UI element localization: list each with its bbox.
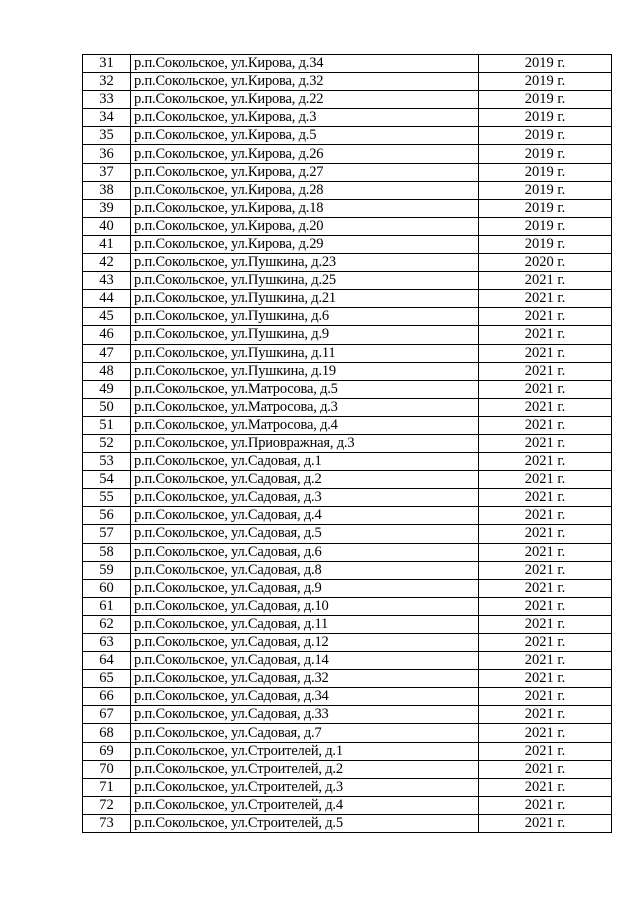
year-cell: 2019 г. [479, 109, 612, 127]
row-number-cell: 67 [83, 706, 131, 724]
year-cell: 2021 г. [479, 543, 612, 561]
table-row [83, 380, 612, 398]
address-cell: р.п.Сокольское, ул.Садовая, д.11 [131, 615, 479, 633]
year-cell: 2021 г. [479, 615, 612, 633]
row-number-cell: 44 [83, 290, 131, 308]
row-number-cell: 53 [83, 453, 131, 471]
address-cell: р.п.Сокольское, ул.Пушкина, д.9 [131, 326, 479, 344]
year-cell: 2019 г. [479, 127, 612, 145]
address-cell: р.п.Сокольское, ул.Садовая, д.10 [131, 597, 479, 615]
year-cell: 2020 г. [479, 254, 612, 272]
year-cell: 2021 г. [479, 398, 612, 416]
row-number-cell: 33 [83, 91, 131, 109]
year-cell: 2019 г. [479, 163, 612, 181]
address-cell: р.п.Сокольское, ул.Кирова, д.5 [131, 127, 479, 145]
row-number-cell: 38 [83, 181, 131, 199]
year-cell: 2019 г. [479, 145, 612, 163]
table-row [83, 362, 612, 380]
year-cell: 2021 г. [479, 489, 612, 507]
address-cell: р.п.Сокольское, ул.Садовая, д.5 [131, 525, 479, 543]
table-row [83, 416, 612, 434]
year-cell: 2021 г. [479, 453, 612, 471]
row-number-cell: 57 [83, 525, 131, 543]
row-number-cell: 37 [83, 163, 131, 181]
year-cell: 2019 г. [479, 73, 612, 91]
address-cell: р.п.Сокольское, ул.Садовая, д.1 [131, 453, 479, 471]
row-number-cell: 46 [83, 326, 131, 344]
year-cell: 2021 г. [479, 507, 612, 525]
address-cell: р.п.Сокольское, ул.Строителей, д.3 [131, 778, 479, 796]
row-number-cell: 70 [83, 760, 131, 778]
row-number-cell: 55 [83, 489, 131, 507]
table-row [83, 308, 612, 326]
table-row [83, 471, 612, 489]
year-cell: 2021 г. [479, 525, 612, 543]
table-row [83, 778, 612, 796]
table-row [83, 742, 612, 760]
year-cell: 2021 г. [479, 724, 612, 742]
year-cell: 2021 г. [479, 434, 612, 452]
address-cell: р.п.Сокольское, ул.Садовая, д.8 [131, 561, 479, 579]
row-number-cell: 34 [83, 109, 131, 127]
address-cell: р.п.Сокольское, ул.Матросова, д.3 [131, 398, 479, 416]
row-number-cell: 41 [83, 235, 131, 253]
year-cell: 2021 г. [479, 597, 612, 615]
row-number-cell: 45 [83, 308, 131, 326]
table-row [83, 290, 612, 308]
row-number-cell: 32 [83, 73, 131, 91]
address-cell: р.п.Сокольское, ул.Садовая, д.2 [131, 471, 479, 489]
table-row [83, 796, 612, 814]
row-number-cell: 68 [83, 724, 131, 742]
table-row [83, 597, 612, 615]
table-row [83, 579, 612, 597]
address-cell: р.п.Сокольское, ул.Кирова, д.18 [131, 199, 479, 217]
row-number-cell: 56 [83, 507, 131, 525]
address-cell: р.п.Сокольское, ул.Кирова, д.32 [131, 73, 479, 91]
row-number-cell: 62 [83, 615, 131, 633]
row-number-cell: 39 [83, 199, 131, 217]
address-cell: р.п.Сокольское, ул.Садовая, д.9 [131, 579, 479, 597]
table-row [83, 652, 612, 670]
row-number-cell: 48 [83, 362, 131, 380]
address-cell: р.п.Сокольское, ул.Пушкина, д.6 [131, 308, 479, 326]
year-cell: 2021 г. [479, 579, 612, 597]
address-cell: р.п.Сокольское, ул.Пушкина, д.23 [131, 254, 479, 272]
address-cell: р.п.Сокольское, ул.Строителей, д.1 [131, 742, 479, 760]
table-row [83, 543, 612, 561]
table-row [83, 127, 612, 145]
address-cell: р.п.Сокольское, ул.Кирова, д.26 [131, 145, 479, 163]
address-cell: р.п.Сокольское, ул.Кирова, д.3 [131, 109, 479, 127]
address-cell: р.п.Сокольское, ул.Садовая, д.3 [131, 489, 479, 507]
table-row [83, 272, 612, 290]
year-cell: 2021 г. [479, 706, 612, 724]
row-number-cell: 58 [83, 543, 131, 561]
address-cell: р.п.Сокольское, ул.Садовая, д.34 [131, 688, 479, 706]
table-row [83, 254, 612, 272]
address-cell: р.п.Сокольское, ул.Кирова, д.22 [131, 91, 479, 109]
year-cell: 2021 г. [479, 796, 612, 814]
address-cell: р.п.Сокольское, ул.Садовая, д.32 [131, 670, 479, 688]
year-cell: 2021 г. [479, 652, 612, 670]
document-page [82, 54, 611, 833]
table-row [83, 634, 612, 652]
address-cell: р.п.Сокольское, ул.Кирова, д.20 [131, 217, 479, 235]
address-cell: р.п.Сокольское, ул.Матросова, д.5 [131, 380, 479, 398]
table-row [83, 525, 612, 543]
row-number-cell: 49 [83, 380, 131, 398]
year-cell: 2021 г. [479, 814, 612, 832]
year-cell: 2019 г. [479, 91, 612, 109]
year-cell: 2021 г. [479, 471, 612, 489]
year-cell: 2021 г. [479, 688, 612, 706]
row-number-cell: 40 [83, 217, 131, 235]
table-row [83, 398, 612, 416]
row-number-cell: 65 [83, 670, 131, 688]
address-cell: р.п.Сокольское, ул.Садовая, д.6 [131, 543, 479, 561]
row-number-cell: 31 [83, 55, 131, 73]
year-cell: 2021 г. [479, 326, 612, 344]
year-cell: 2021 г. [479, 380, 612, 398]
year-cell: 2021 г. [479, 290, 612, 308]
table-row [83, 73, 612, 91]
row-number-cell: 71 [83, 778, 131, 796]
year-cell: 2019 г. [479, 55, 612, 73]
row-number-cell: 50 [83, 398, 131, 416]
address-cell: р.п.Сокольское, ул.Садовая, д.7 [131, 724, 479, 742]
address-cell: р.п.Сокольское, ул.Пушкина, д.19 [131, 362, 479, 380]
year-cell: 2021 г. [479, 670, 612, 688]
table-body [83, 55, 612, 833]
row-number-cell: 59 [83, 561, 131, 579]
row-number-cell: 36 [83, 145, 131, 163]
table-row [83, 55, 612, 73]
table-row [83, 489, 612, 507]
row-number-cell: 73 [83, 814, 131, 832]
address-cell: р.п.Сокольское, ул.Кирова, д.27 [131, 163, 479, 181]
year-cell: 2021 г. [479, 634, 612, 652]
table-row [83, 109, 612, 127]
row-number-cell: 51 [83, 416, 131, 434]
table-row [83, 688, 612, 706]
table-row [83, 453, 612, 471]
address-cell: р.п.Сокольское, ул.Приовражная, д.3 [131, 434, 479, 452]
year-cell: 2019 г. [479, 235, 612, 253]
address-cell: р.п.Сокольское, ул.Пушкина, д.25 [131, 272, 479, 290]
address-cell: р.п.Сокольское, ул.Пушкина, д.21 [131, 290, 479, 308]
table-row [83, 344, 612, 362]
address-cell: р.п.Сокольское, ул.Садовая, д.14 [131, 652, 479, 670]
row-number-cell: 42 [83, 254, 131, 272]
row-number-cell: 47 [83, 344, 131, 362]
table-row [83, 724, 612, 742]
address-cell: р.п.Сокольское, ул.Кирова, д.29 [131, 235, 479, 253]
row-number-cell: 60 [83, 579, 131, 597]
year-cell: 2021 г. [479, 778, 612, 796]
year-cell: 2021 г. [479, 760, 612, 778]
row-number-cell: 66 [83, 688, 131, 706]
address-cell: р.п.Сокольское, ул.Садовая, д.12 [131, 634, 479, 652]
table-row [83, 706, 612, 724]
address-table [82, 54, 612, 833]
table-row [83, 561, 612, 579]
table-row [83, 163, 612, 181]
table-row [83, 670, 612, 688]
year-cell: 2019 г. [479, 217, 612, 235]
table-row [83, 145, 612, 163]
address-cell: р.п.Сокольское, ул.Кирова, д.34 [131, 55, 479, 73]
table-row [83, 199, 612, 217]
row-number-cell: 43 [83, 272, 131, 290]
row-number-cell: 72 [83, 796, 131, 814]
table-row [83, 181, 612, 199]
year-cell: 2021 г. [479, 362, 612, 380]
address-cell: р.п.Сокольское, ул.Матросова, д.4 [131, 416, 479, 434]
address-cell: р.п.Сокольское, ул.Садовая, д.33 [131, 706, 479, 724]
table-row [83, 507, 612, 525]
table-row [83, 326, 612, 344]
year-cell: 2021 г. [479, 561, 612, 579]
address-cell: р.п.Сокольское, ул.Строителей, д.4 [131, 796, 479, 814]
row-number-cell: 52 [83, 434, 131, 452]
year-cell: 2021 г. [479, 344, 612, 362]
year-cell: 2021 г. [479, 742, 612, 760]
row-number-cell: 64 [83, 652, 131, 670]
table-row [83, 615, 612, 633]
row-number-cell: 69 [83, 742, 131, 760]
address-cell: р.п.Сокольское, ул.Пушкина, д.11 [131, 344, 479, 362]
row-number-cell: 61 [83, 597, 131, 615]
year-cell: 2021 г. [479, 308, 612, 326]
address-cell: р.п.Сокольское, ул.Кирова, д.28 [131, 181, 479, 199]
year-cell: 2019 г. [479, 199, 612, 217]
address-cell: р.п.Сокольское, ул.Строителей, д.5 [131, 814, 479, 832]
table-row [83, 235, 612, 253]
table-row [83, 760, 612, 778]
address-cell: р.п.Сокольское, ул.Строителей, д.2 [131, 760, 479, 778]
table-row [83, 434, 612, 452]
table-row [83, 217, 612, 235]
year-cell: 2021 г. [479, 416, 612, 434]
row-number-cell: 54 [83, 471, 131, 489]
table-row [83, 814, 612, 832]
table-row [83, 91, 612, 109]
row-number-cell: 63 [83, 634, 131, 652]
year-cell: 2021 г. [479, 272, 612, 290]
row-number-cell: 35 [83, 127, 131, 145]
address-cell: р.п.Сокольское, ул.Садовая, д.4 [131, 507, 479, 525]
year-cell: 2019 г. [479, 181, 612, 199]
